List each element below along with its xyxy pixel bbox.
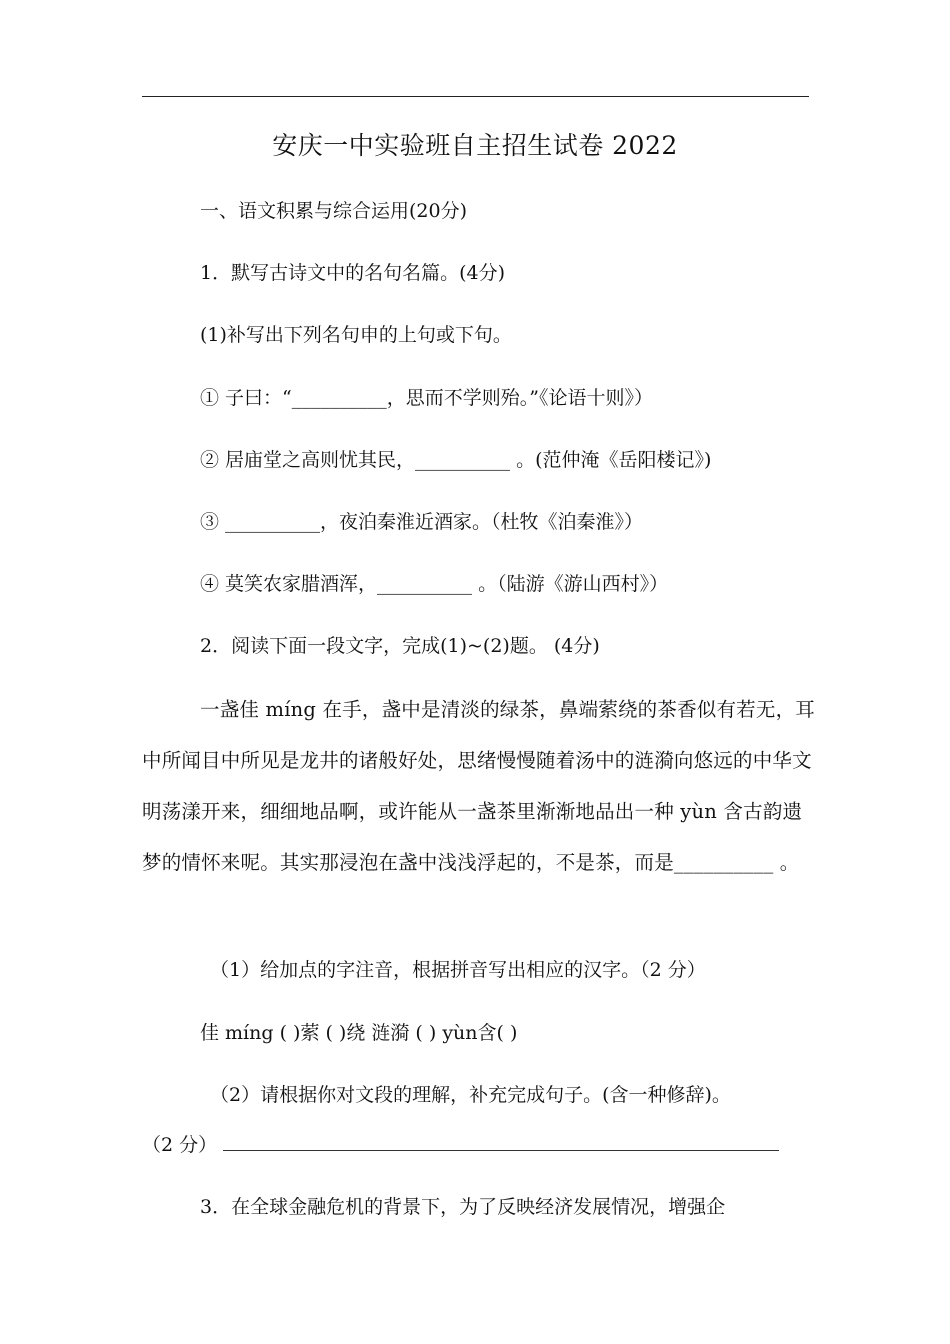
question-2-sub-2-answer-line — [142, 1134, 779, 1155]
question-1-item-3: ③ __________，夜泊秦淮近酒家。（杜牧《泊秦淮》） — [200, 511, 644, 533]
top-rule — [142, 96, 809, 97]
answer-blank[interactable] — [223, 1134, 779, 1151]
question-1-item-2: ② 居庙堂之高则忧其民，__________ 。(范仲淹《岳阳楼记》) — [200, 449, 712, 471]
question-2-sub-1-answer: 佳 míng ( )萦 ( )绕 涟漪 ( ) yùn含( ) — [200, 1022, 518, 1044]
question-1-item-4: ④ 莫笑农家腊酒浑，__________ 。（陆游《游山西村》） — [200, 573, 669, 595]
question-1-item-1: ① 子曰：“__________，思而不学则殆。”《论语十则》） — [200, 387, 653, 409]
question-3-heading: 3．在全球金融危机的背景下，为了反映经济发展情况，增强企 — [200, 1196, 726, 1218]
question-2-sub-2-score: （2 分） — [142, 1134, 218, 1156]
question-1-subheading: (1)补写出下列名句申的上句或下句。 — [200, 324, 512, 346]
question-1-heading: 1．默写古诗文中的名句名篇。(4分) — [200, 262, 506, 284]
reading-passage: 一盏佳 míng 在手，盏中是清淡的绿茶，鼻端萦绕的茶香似有若无，耳中所闻目中所见是龙井的诸般好处，思绪慢慢随着汤中的涟漪向悠远的中华文明荡漾开来，细细地品啊，或许能从一盏茶里渐渐地品出一种 yùn 含古韵遗梦的情怀来呢。其实那浸泡在盏中浅浅浮起的，不是茶，而是__________ 。 — [142, 698, 815, 874]
page-title: 安庆一中实验班自主招生试卷 2022 — [272, 131, 678, 160]
section-heading: 一、语文积累与综合运用(20分) — [200, 200, 468, 222]
question-2-sub-1: （1）给加点的字注音，根据拼音写出相应的汉字。（2 分） — [210, 959, 706, 981]
question-2-sub-2: （2）请根据你对文段的理解，补充完成句子。(含一种修辞)。 — [210, 1084, 731, 1106]
question-2-heading: 2．阅读下面一段文字，完成(1)~(2)题。 (4分) — [200, 635, 600, 657]
